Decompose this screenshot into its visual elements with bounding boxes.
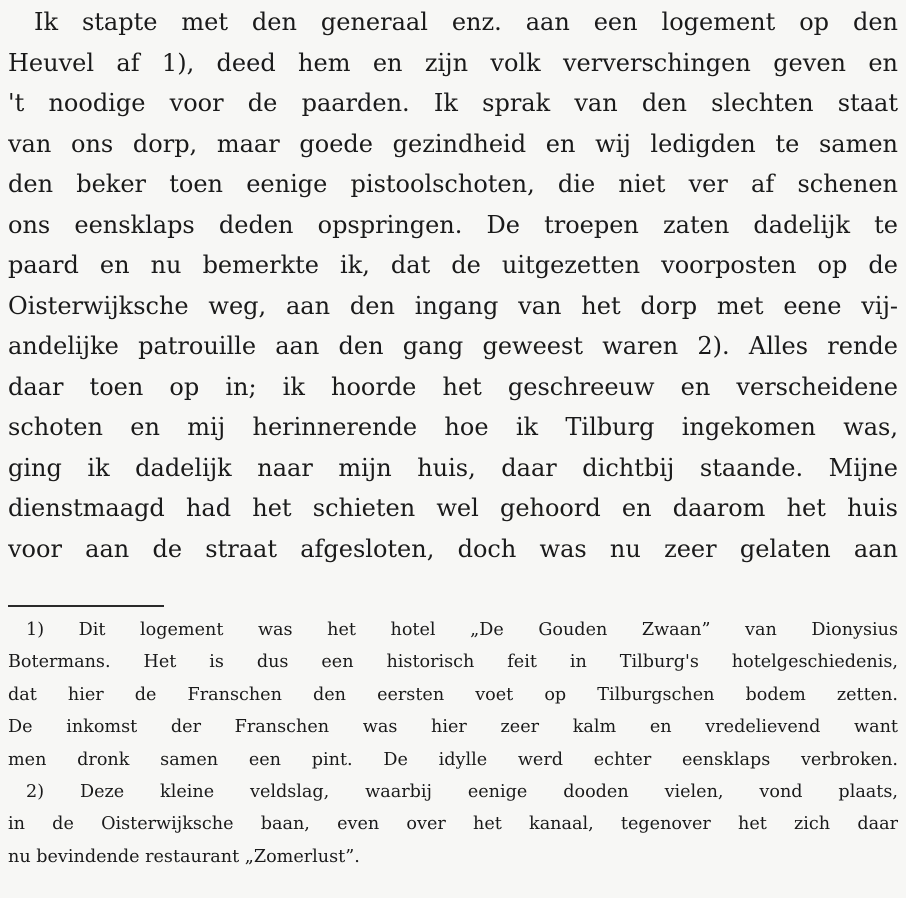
text-line: daar toen op in; ik hoorde het geschreeuw en verscheidene	[8, 372, 898, 401]
footnote-line: men dronk samen een pint. De idylle werd echter eensklaps verbroken.	[8, 749, 898, 770]
footnote-line: De inkomst der Franschen was hier zeer kalm en vredelievend want	[8, 717, 898, 738]
footnote-divider	[8, 605, 164, 607]
text-line: andelijke patrouille aan den gang geweest waren 2). Alles rende	[8, 332, 898, 360]
text-line: van ons dorp, maar goede gezindheid en wij ledigden te samen	[8, 129, 898, 158]
text-line: schoten en mij herinnerende hoe ik Tilburg ingekomen was,	[8, 413, 898, 441]
text-line: Ik stapte met den generaal enz. aan een logement op den	[34, 8, 898, 36]
footnote-line: 2) Deze kleine veldslag, waarbij eenige dooden vielen, vond plaats,	[26, 781, 898, 802]
text-line: ging ik dadelijk naar mijn huis, daar dichtbij staande. Mijne	[8, 453, 898, 482]
footnote-line: Botermans. Het is dus een historisch feit in Tilburg's hotelgeschiedenis,	[8, 652, 898, 673]
footnote-line: nu bevindende restaurant „Zomerlust”.	[8, 846, 360, 867]
footnote-line: dat hier de Franschen den eersten voet op Tilburgschen bodem zetten.	[8, 684, 898, 705]
text-line: dienstmaagd had het schieten wel gehoord en daarom het huis	[8, 494, 898, 522]
footnote-line: in de Oisterwijksche baan, even over het kanaal, tegenover het zich daar	[8, 814, 898, 835]
text-line: Oisterwijksche weg, aan den ingang van het dorp met eene vij-	[8, 291, 898, 320]
text-line: den beker toen eenige pistoolschoten, die niet ver af schenen	[8, 170, 898, 198]
text-line: voor aan de straat afgesloten, doch was nu zeer gelaten aan	[8, 534, 898, 563]
text-line: ons eensklaps deden opspringen. De troepen zaten dadelijk te	[8, 210, 898, 239]
footnotes	[8, 614, 898, 873]
text-line: 't noodige voor de paarden. Ik sprak van den slechten staat	[8, 89, 898, 117]
body-text	[8, 2, 898, 569]
text-line: Heuvel af 1), deed hem en zijn volk ververschingen geven en	[8, 48, 898, 77]
text-line: paard en nu bemerkte ik, dat de uitgezetten voorposten op de	[8, 251, 898, 279]
footnote-line: 1) Dit logement was het hotel „De Gouden Zwaan” van Dionysius	[26, 620, 898, 640]
